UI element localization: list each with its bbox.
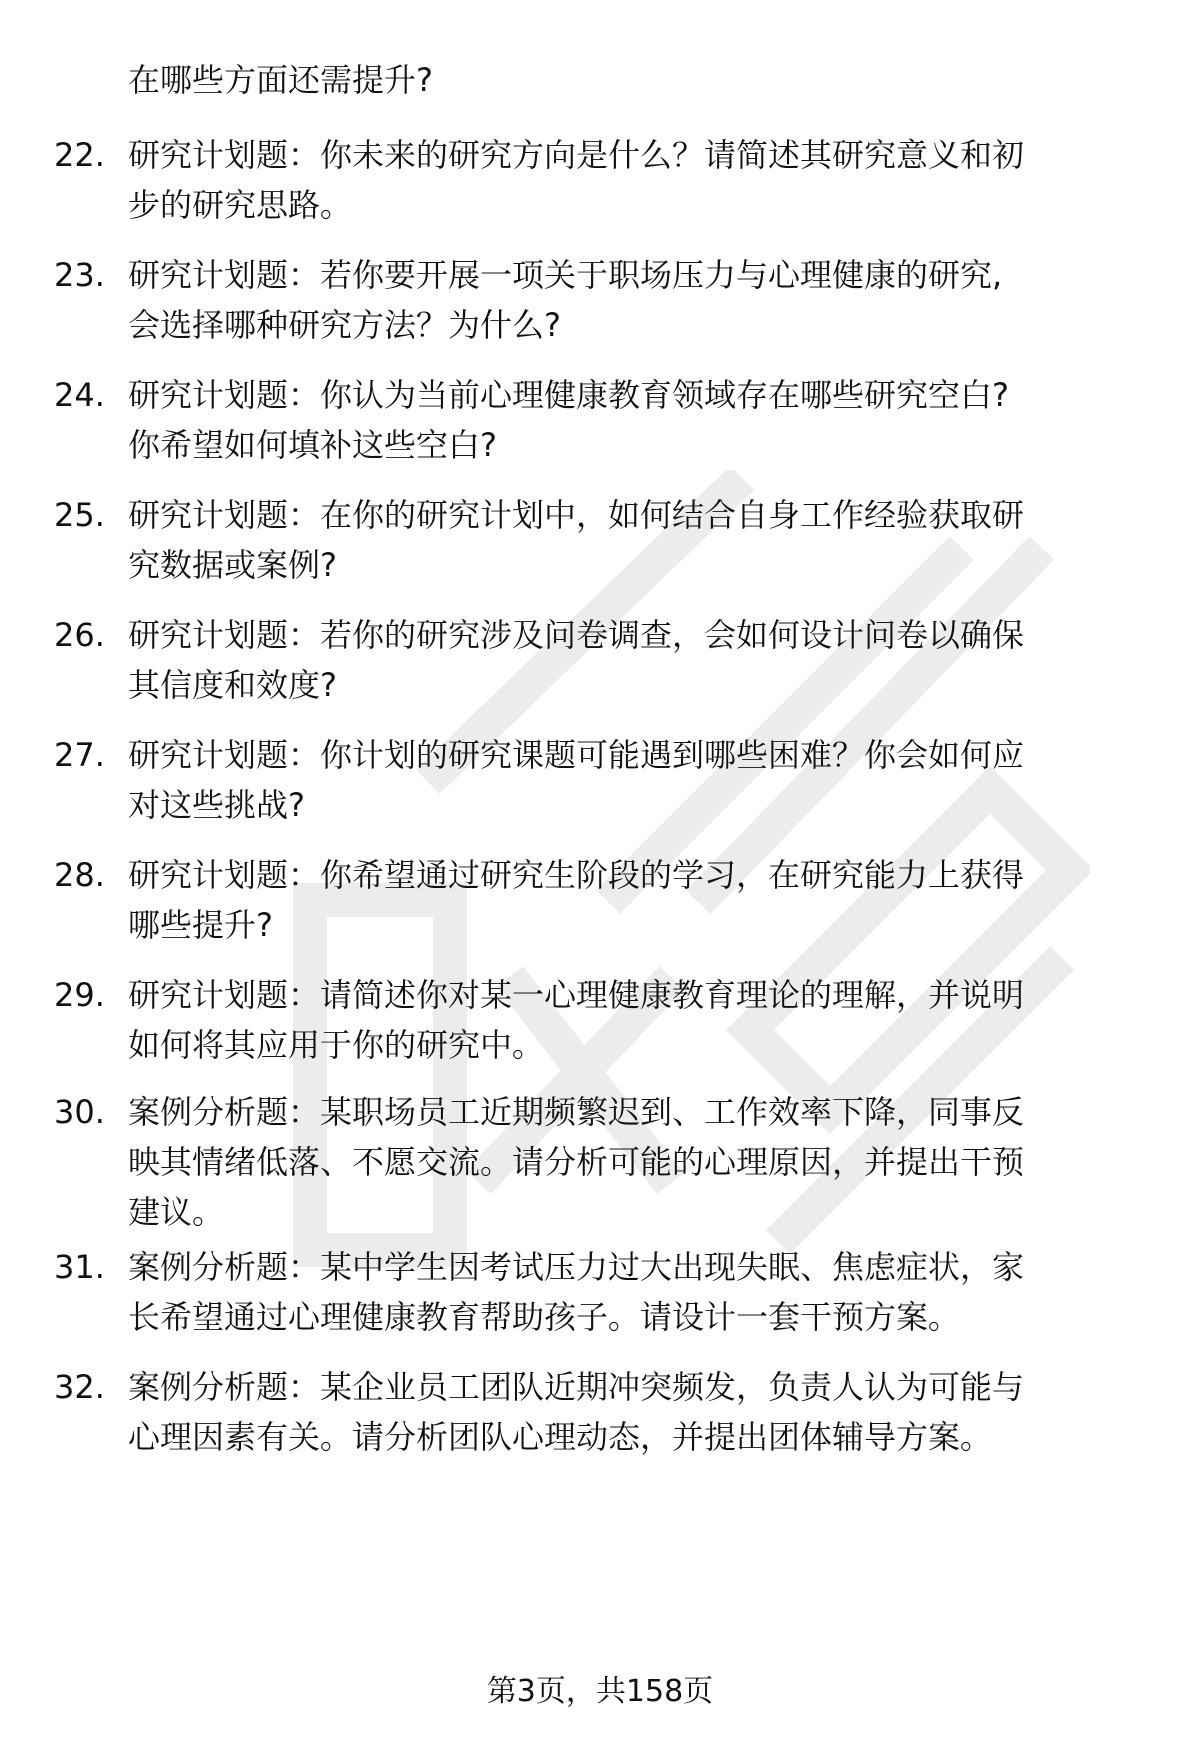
question-number: 26. — [54, 616, 105, 654]
question-line: 案例分析题：某中学生因考试压力过大出现失眠、焦虑症状，家 — [128, 1248, 1025, 1286]
question-line: 研究计划题：在你的研究计划中，如何结合自身工作经验获取研 — [128, 496, 1025, 534]
question-line: 会选择哪种研究方法？为什么? — [128, 306, 561, 344]
question-line: 建议。 — [128, 1193, 225, 1231]
question-line: 哪些提升? — [128, 906, 273, 944]
question-line: 研究计划题：你认为当前心理健康教育领域存在哪些研究空白? — [128, 376, 1009, 414]
question-number: 32. — [54, 1368, 105, 1406]
question-number: 22. — [54, 136, 105, 174]
question-line: 步的研究思路。 — [128, 186, 353, 224]
question-line: 长希望通过心理健康教育帮助孩子。请设计一套干预方案。 — [128, 1298, 961, 1336]
question-number: 28. — [54, 856, 105, 894]
question-line: 研究计划题：你计划的研究课题可能遇到哪些困难？你会如何应 — [128, 736, 1025, 774]
question-number: 24. — [54, 376, 105, 414]
question-line: 对这些挑战? — [128, 786, 305, 824]
page-number-footer: 第3页，共158页 — [486, 1674, 714, 1709]
question-line: 研究计划题：你未来的研究方向是什么？请简述其研究意义和初 — [128, 136, 1025, 174]
question-line: 其信度和效度? — [128, 666, 337, 704]
question-number: 23. — [54, 256, 105, 294]
question-number: 30. — [54, 1093, 105, 1131]
question-line: 案例分析题：某企业员工团队近期冲突频发，负责人认为可能与 — [128, 1368, 1025, 1406]
question-number: 27. — [54, 736, 105, 774]
question-line: 研究计划题：若你的研究涉及问卷调查，会如何设计问卷以确保 — [128, 616, 1025, 654]
question-line: 心理因素有关。请分析团队心理动态，并提出团体辅导方案。 — [128, 1418, 993, 1456]
question-line: 如何将其应用于你的研究中。 — [128, 1026, 545, 1064]
question-line: 研究计划题：请简述你对某一心理健康教育理论的理解，并说明 — [128, 976, 1025, 1014]
question-number: 29. — [54, 976, 105, 1014]
question-line: 研究计划题：你希望通过研究生阶段的学习，在研究能力上获得 — [128, 856, 1025, 894]
question-number: 31. — [54, 1248, 105, 1286]
question-line: 你希望如何填补这些空白? — [128, 426, 497, 464]
question-number: 25. — [54, 496, 105, 534]
question-line: 究数据或案例? — [128, 546, 337, 584]
question-line: 映其情绪低落、不愿交流。请分析可能的心理原因，并提出干预 — [128, 1143, 1025, 1181]
question-line: 研究计划题：若你要开展一项关于职场压力与心理健康的研究, — [128, 256, 1003, 294]
question-line: 在哪些方面还需提升? — [128, 61, 433, 99]
question-line: 案例分析题：某职场员工近期频繁迟到、工作效率下降，同事反 — [128, 1093, 1025, 1131]
